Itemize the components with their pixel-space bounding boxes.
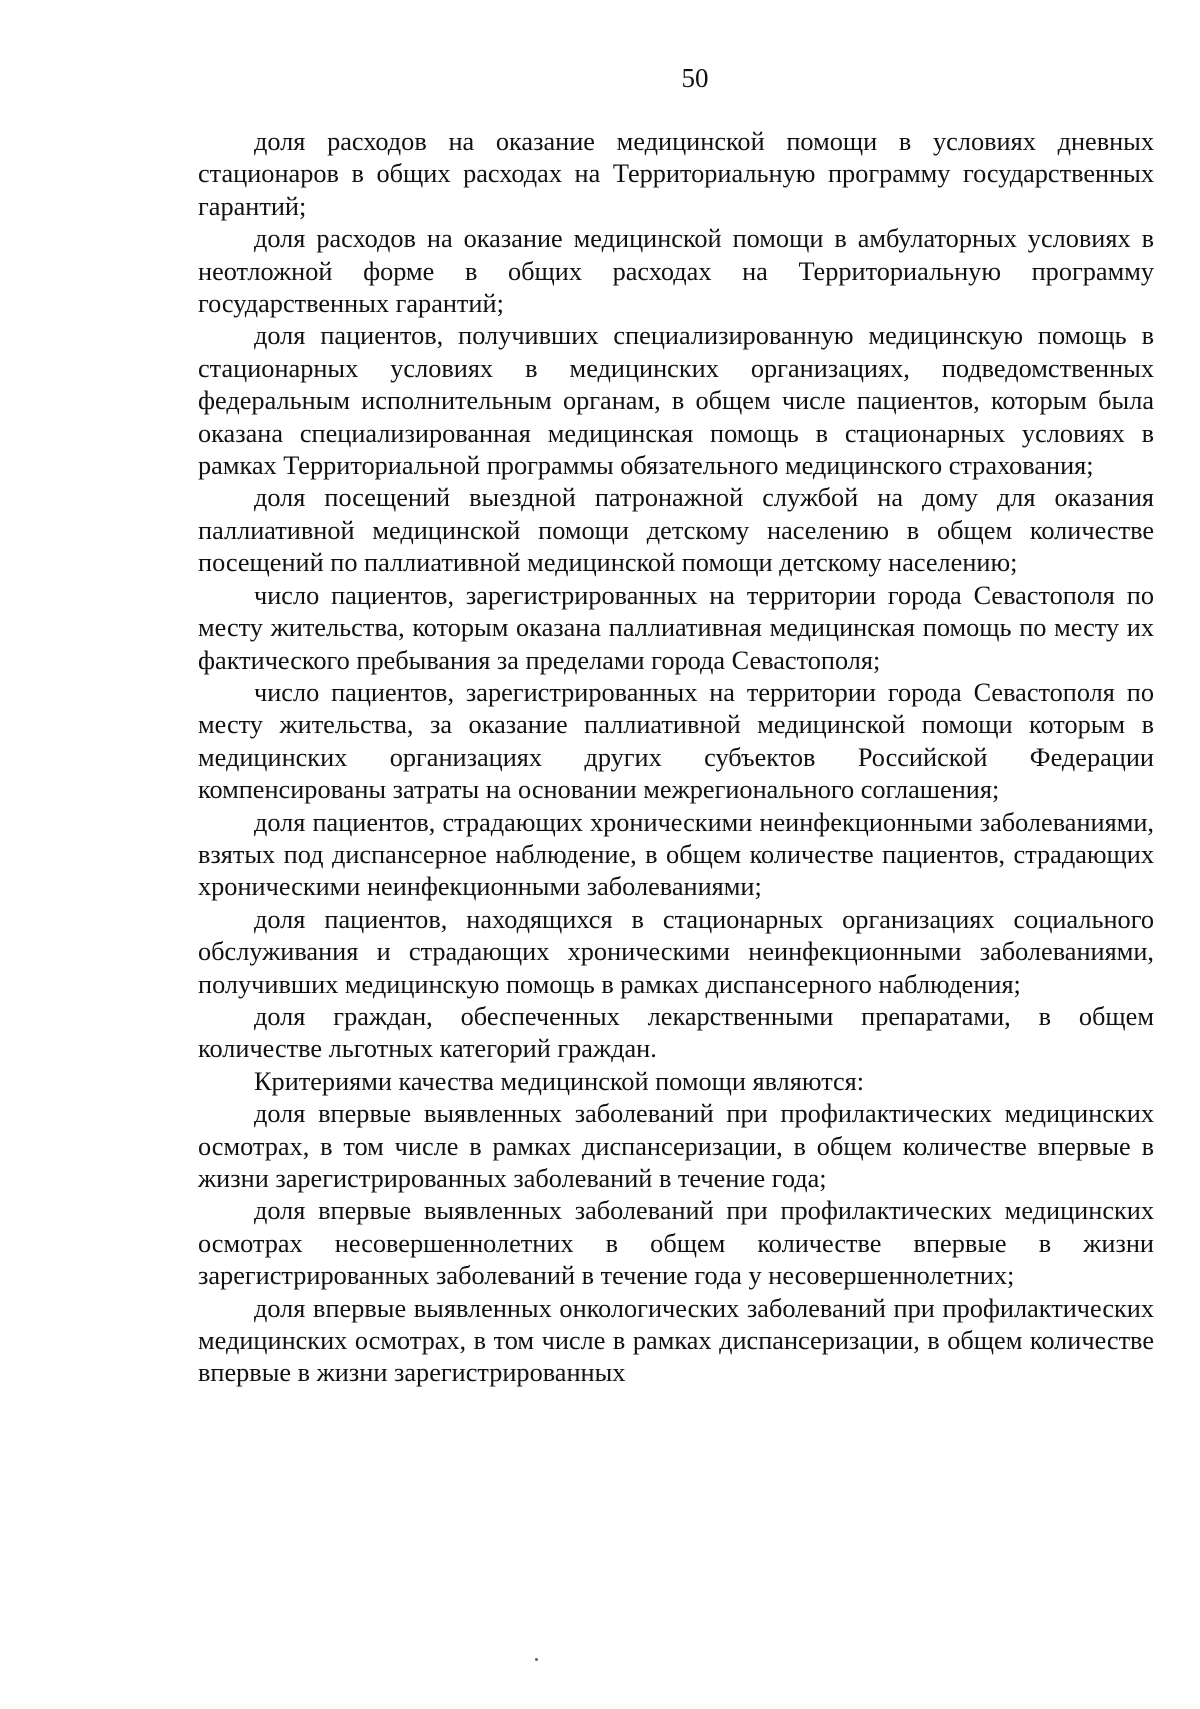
paragraph: число пациентов, зарегистрированных на территории города Севастополя по месту жительства, которым оказана паллиативная медицинская помощь по месту их фактического пребывания за пределами города Севастополя; [198,580,1154,675]
paragraph: доля впервые выявленных заболеваний при профилактических медицинских осмотрах несовершеннолетних в общем количестве впервые в жизни зарегистрированных заболеваний в течение года у несовершеннолетних; [198,1196,1154,1291]
section-heading-paragraph: Критериями качества медицинской помощи являются: [254,1066,865,1096]
paragraph: доля пациентов, страдающих хроническими неинфекционными заболеваниями, взятых под диспансерное наблюдение, в общем количестве пациентов, страдающих хроническими неинфекционными заболеваниями; [198,807,1154,902]
paragraph: доля расходов на оказание медицинской помощи в условиях дневных стационаров в общих расходах на Территориальную программу государственных гарантий; [198,127,1154,221]
paragraph: доля впервые выявленных заболеваний при профилактических медицинских осмотрах, в том числе в рамках диспансеризации, в общем количестве впервые в жизни зарегистрированных заболеваний в течение года; [198,1099,1154,1193]
paragraph: доля пациентов, получивших специализированную медицинскую помощь в стационарных условиях в медицинских организациях, подведомственных федеральным исполнительным органам, в общем числе пациентов, которым была оказана специализированная медицинская помощь в стационарных условиях в рамках Территориальной программы обязательного медицинского страхования; [198,321,1154,481]
page-number: 50 [681,63,709,93]
paragraph-continued: доля впервые выявленных онкологических заболеваний при профилактических медицинских осмотрах, в том числе в рамках диспансеризации, в общем количестве впервые в жизни зарегистрированных [198,1293,1154,1388]
paragraph: доля граждан, обеспеченных лекарственными препаратами, в общем количестве льготных категорий граждан. [198,1001,1154,1064]
scan-speck [535,1658,538,1661]
body-text [198,126,1154,1390]
paragraph: доля расходов на оказание медицинской помощи в амбулаторных условиях в неотложной форме в общих расходах на Территориальную программу государственных гарантий; [198,224,1154,319]
paragraph: доля пациентов, находящихся в стационарных организациях социального обслуживания и страдающих хроническими неинфекционными заболеваниями, получивших медицинскую помощь в рамках диспансерного наблюдения; [198,904,1154,999]
paragraph: доля посещений выездной патронажной службой на дому для оказания паллиативной медицинской помощи детскому населению в общем количестве посещений по паллиативной медицинской помощи детскому населению; [198,483,1154,578]
paragraph: число пациентов, зарегистрированных на территории города Севастополя по месту жительства, за оказание паллиативной медицинской помощи которым в медицинских организациях других субъектов Российской Федерации компенсированы затраты на основании межрегионального соглашения; [198,677,1154,805]
